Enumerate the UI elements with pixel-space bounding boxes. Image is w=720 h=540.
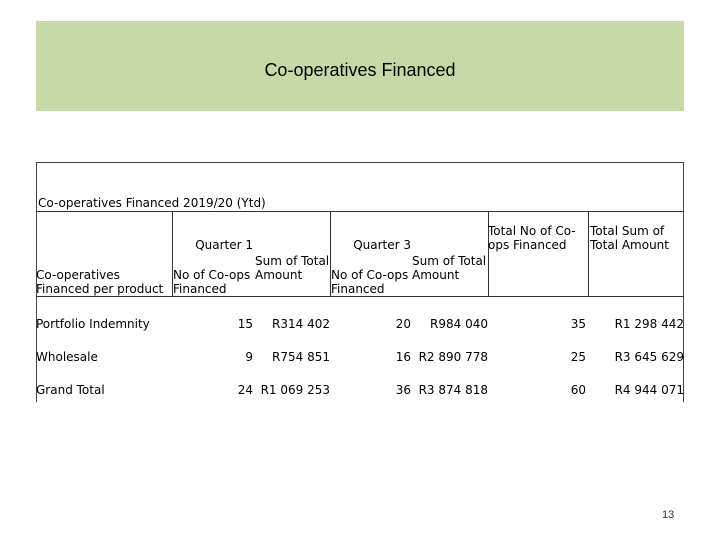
- header-product: Co-operatives Financed per product: [36, 268, 164, 296]
- header-total-count: Total No of Co-ops Financed: [488, 224, 576, 252]
- header-quarter-3: Quarter 3: [353, 238, 411, 252]
- row-q1-count: 24: [237, 383, 253, 397]
- row-total-count: 25: [570, 350, 586, 364]
- page-number: 13: [662, 509, 675, 521]
- row-total-count: 60: [570, 383, 586, 397]
- row-q1-count: 9: [245, 350, 253, 364]
- row-q3-count: 20: [395, 317, 411, 331]
- header-q3-amount: Sum of Total Amount: [412, 254, 487, 282]
- table-caption: Co-operatives Financed 2019/20 (Ytd): [38, 196, 266, 210]
- header-q1-count: No of Co-ops Financed: [173, 268, 251, 296]
- row-q3-amount: R3 874 818: [418, 383, 488, 397]
- row-product: Wholesale: [36, 350, 98, 364]
- title-banner: [36, 21, 684, 111]
- row-q3-amount: R2 890 778: [418, 350, 488, 364]
- row-total-amount: R3 645 629: [614, 350, 684, 364]
- row-product: Grand Total: [36, 383, 105, 397]
- header-quarter-1: Quarter 1: [195, 238, 253, 252]
- header-divider: [36, 296, 684, 297]
- column-divider: [588, 211, 589, 296]
- header-q3-count: No of Co-ops Financed: [331, 268, 409, 296]
- row-total-amount: R1 298 442: [614, 317, 684, 331]
- caption-divider: [36, 211, 684, 212]
- row-q1-count: 15: [237, 317, 253, 331]
- row-q1-amount: R314 402: [272, 317, 330, 331]
- header-total-amount: Total Sum of Total Amount: [590, 224, 669, 252]
- row-total-count: 35: [570, 317, 586, 331]
- row-q3-count: 16: [395, 350, 411, 364]
- row-total-amount: R4 944 071: [614, 383, 684, 397]
- slide-title: Co-operatives Financed: [264, 60, 456, 80]
- row-q3-count: 36: [395, 383, 411, 397]
- row-q1-amount: R1 069 253: [260, 383, 330, 397]
- row-product: Portfolio Indemnity: [36, 317, 150, 331]
- row-q1-amount: R754 851: [272, 350, 330, 364]
- header-q1-amount: Sum of Total Amount: [255, 254, 330, 282]
- row-q3-amount: R984 040: [430, 317, 488, 331]
